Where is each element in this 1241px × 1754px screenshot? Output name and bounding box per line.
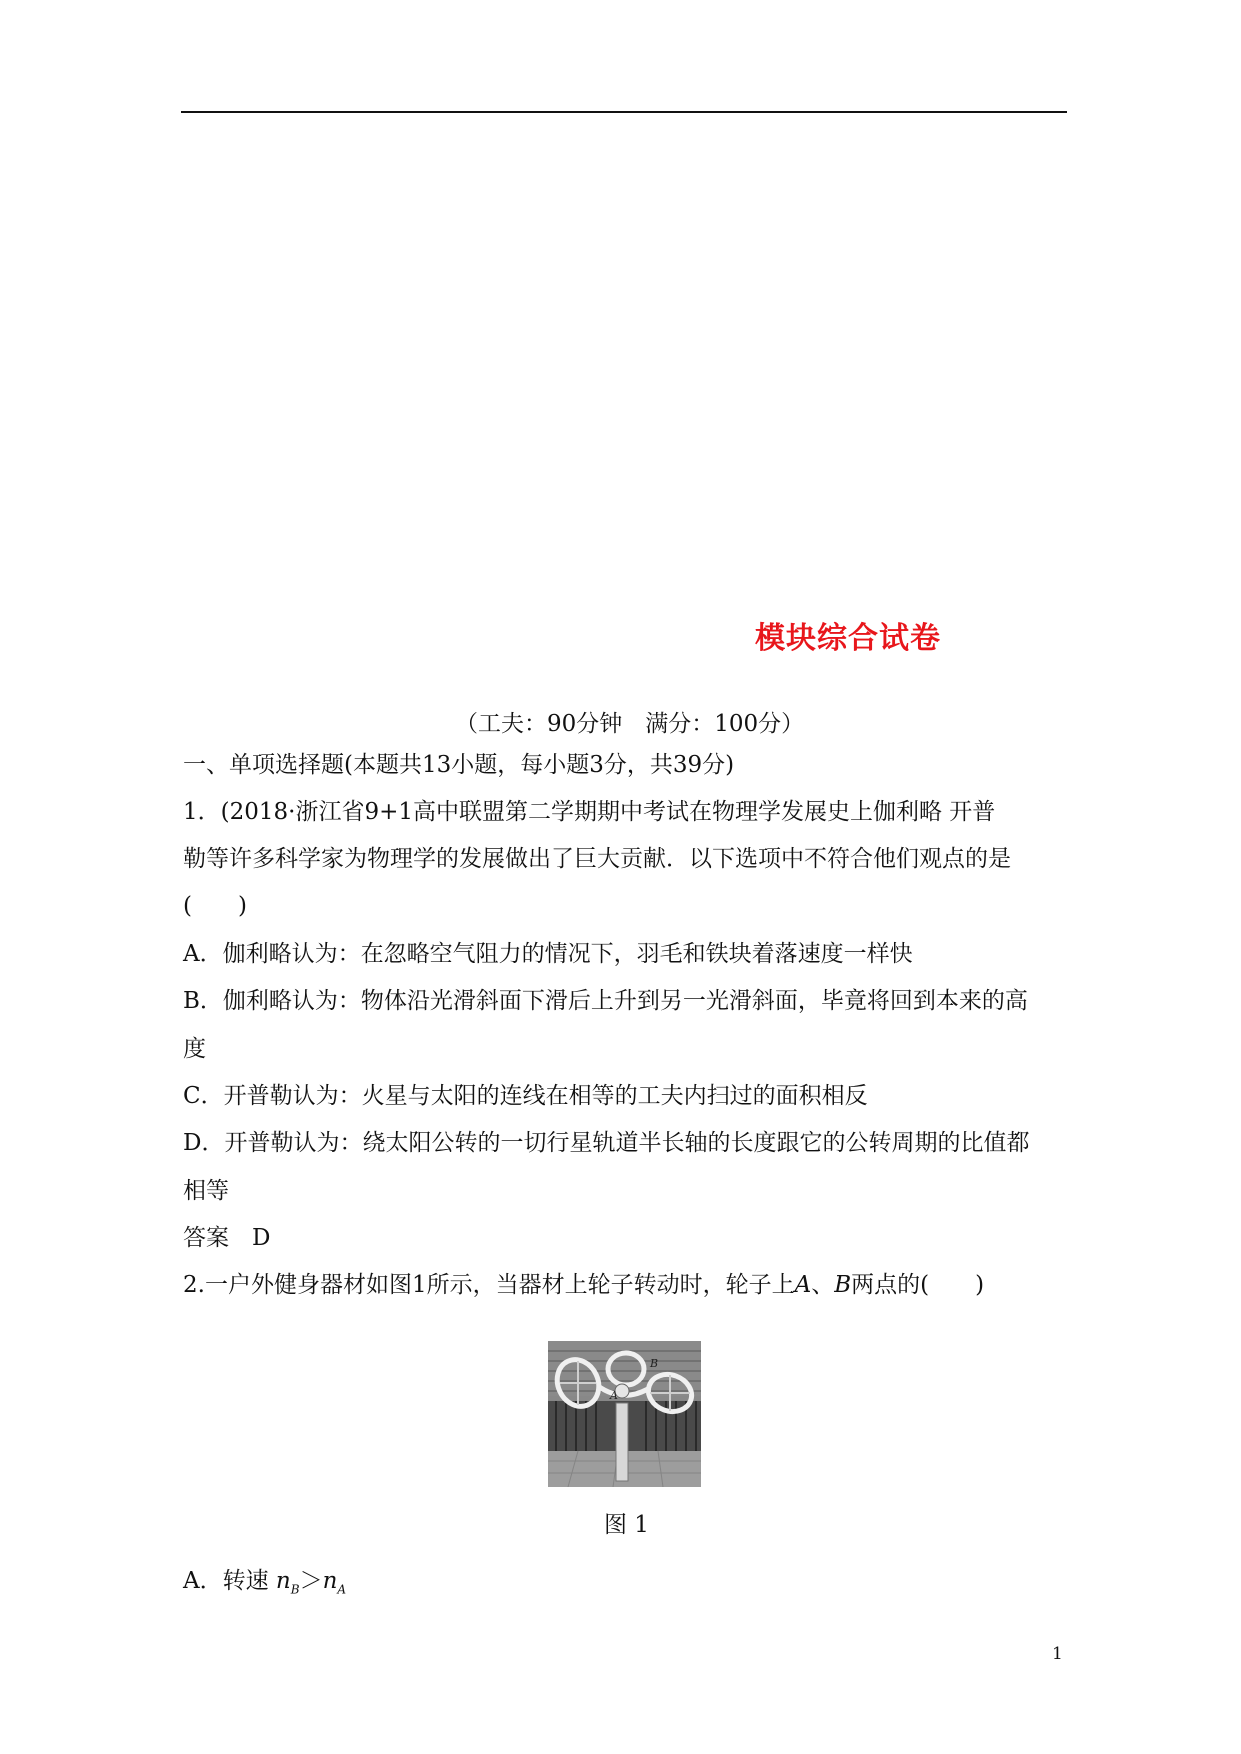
page-number: 1 (1052, 1644, 1063, 1664)
page-title: 模块综合试卷 (755, 621, 941, 656)
figure-caption: 图 1 (604, 1512, 649, 1538)
figure-label-a: A (610, 1389, 618, 1402)
question-2-option-a (183, 1566, 346, 1605)
question-1-option-c: C．开普勒认为：火星与太阳的连线在相等的工夫内扫过的面积相反 (183, 1083, 868, 1109)
exam-info: （工夫：90分钟 满分：100分） (455, 711, 805, 737)
question-1-option-b-line-1: B．伽利略认为：物体沿光滑斜面下滑后上升到另一光滑斜面，毕竟将回到本来的高 (183, 988, 1028, 1014)
question-1-option-d-line-2: 相等 (183, 1178, 229, 1204)
question-2-stem-sep: 、 (811, 1272, 835, 1298)
question-1-option-a: A．伽利略认为：在忽略空气阻力的情况下，羽毛和铁块着落速度一样快 (183, 941, 913, 967)
subscript-b: B (290, 1582, 300, 1597)
question-1-option-d-line-1: D．开普勒认为：绕太阳公转的一切行星轨道半长轴的长度跟它的公转周期的比值都 (183, 1130, 1030, 1156)
variable-n: n (322, 1568, 338, 1594)
question-1-line-2: 勒等许多科学家为物理学的发展做出了巨大贡献．以下选项中不符合他们观点的是 (183, 846, 1011, 872)
question-1-line-1: 1．(2018·浙江省9+1高中联盟第二学期期中考试在物理学发展史上伽利略 开普 (183, 799, 996, 825)
fitness-equipment-photo (548, 1341, 701, 1487)
figure-label-b: B (650, 1357, 659, 1370)
question-2-stem (183, 1270, 984, 1300)
option-a-prefix: A．转速 (183, 1568, 276, 1594)
question-1-line-3: ( ) (183, 893, 247, 919)
point-b-label: B (834, 1272, 852, 1298)
section-heading: 一、单项选择题(本题共13小题，每小题3分，共39分) (183, 752, 735, 778)
subscript-a: A (337, 1582, 347, 1597)
greater-than: ＞ (299, 1568, 323, 1594)
question-2-stem-pre: 2.一户外健身器材如图1所示，当器材上轮子转动时，轮子上 (183, 1272, 795, 1298)
variable-n: n (275, 1568, 291, 1594)
question-2-stem-post: 两点的( ) (851, 1272, 985, 1298)
point-a-label: A (794, 1272, 812, 1298)
question-1-answer: 答案 D (183, 1225, 271, 1251)
header-rule (181, 111, 1067, 113)
question-1-option-b-line-2: 度 (183, 1036, 206, 1062)
